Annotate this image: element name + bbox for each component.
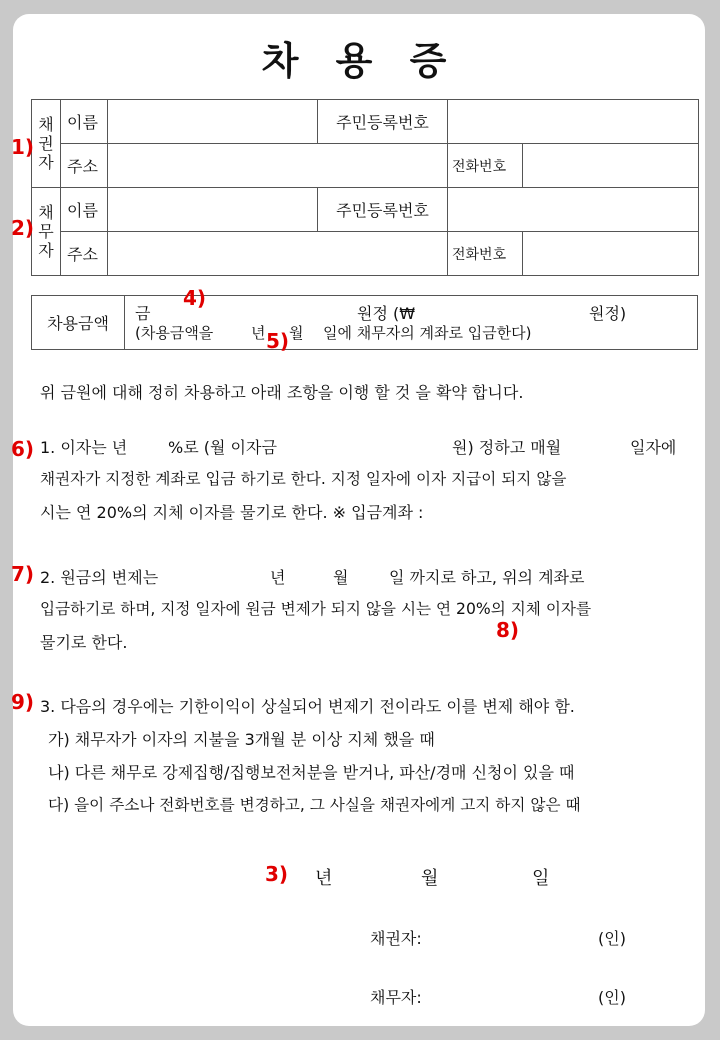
loan-deposit-prefix: (차용금액을: [135, 324, 214, 342]
creditor-seal[interactable]: (인): [598, 929, 626, 948]
clause1-part-d: 일자에: [630, 438, 677, 457]
creditor-name-field[interactable]: [108, 100, 318, 144]
debtor-address-field[interactable]: [108, 232, 448, 276]
clause1-part-a: 1. 이자는 년: [40, 438, 128, 457]
clause3-item-b: 나) 다른 채무로 강제집행/집행보전처분을 받거나, 파산/경매 신청이 있을 때: [48, 763, 575, 782]
clause2-month: 월: [333, 568, 349, 587]
debtor-phone-field[interactable]: [523, 232, 699, 276]
loan-amount-prefix: 금: [135, 304, 151, 323]
creditor-address-field[interactable]: [108, 144, 448, 188]
clause1-part-c: 원) 정하고 매월: [452, 438, 562, 457]
marker-9: 9): [11, 690, 35, 714]
marker-1: 1): [11, 135, 35, 159]
date-year: 년: [315, 868, 333, 889]
creditor-row-name: [32, 100, 699, 144]
party-info-table: [31, 99, 699, 276]
clause2-part-a: 2. 원금의 변제는: [40, 568, 159, 587]
clause1-part-b: %로 (월 이자금: [168, 438, 277, 457]
clause3-item-c: 다) 을이 주소나 전화번호를 변경하고, 그 사실을 채권자에게 고지 하지 않은 때: [48, 796, 581, 814]
creditor-id-field[interactable]: [448, 100, 699, 144]
document-title: 차 용 증: [261, 39, 459, 83]
loan-deposit-suffix: 일에 채무자의 계좌로 입금한다): [323, 324, 532, 342]
debtor-id-field[interactable]: [448, 188, 699, 232]
creditor-name-label: 이름: [61, 100, 108, 144]
marker-6: 6): [11, 437, 35, 461]
loan-deposit-year: 년: [251, 324, 266, 342]
clause2-year: 년: [270, 568, 286, 587]
debtor-seal[interactable]: (인): [598, 988, 626, 1007]
clause2-line3: 물기로 한다.: [40, 633, 128, 652]
debtor-row-address: [32, 232, 699, 276]
loan-amount-middle: 원정 (₩: [357, 304, 416, 323]
creditor-role-label: 채권자: [32, 100, 61, 188]
marker-5: 5): [266, 329, 290, 353]
marker-3: 3): [265, 862, 289, 886]
creditor-row-address: [32, 144, 699, 188]
creditor-phone-label: 전화번호: [448, 144, 523, 188]
clause3-heading: 3. 다음의 경우에는 기한이익이 상실되어 변제기 전이라도 이를 변제 해야 함.: [40, 697, 575, 716]
clause2-line2: 입금하기로 하며, 지정 일자에 원금 변제가 되지 않을 시는 연 20%의 지체 이자를: [40, 600, 592, 618]
creditor-id-label: 주민등록번호: [318, 100, 448, 144]
debtor-row-name: [32, 188, 699, 232]
debtor-role-label: 채무자: [32, 188, 61, 276]
loan-amount-suffix: 원정): [589, 304, 627, 323]
debtor-address-label: 주소: [61, 232, 108, 276]
marker-8: 8): [496, 618, 520, 642]
debtor-name-label: 이름: [61, 188, 108, 232]
date-day: 일: [532, 868, 550, 889]
clause3-item-a: 가) 채무자가 이자의 지불을 3개월 분 이상 지체 했을 때: [48, 730, 435, 749]
clause2-part-d: 일 까지로 하고, 위의 계좌로: [389, 568, 585, 587]
marker-2: 2): [11, 216, 35, 240]
debtor-name-field[interactable]: [108, 188, 318, 232]
loan-amount-label: 차용금액: [32, 296, 125, 350]
date-month: 월: [421, 868, 439, 889]
debtor-signature-label: 채무자:: [370, 988, 422, 1007]
creditor-address-label: 주소: [61, 144, 108, 188]
creditor-phone-field[interactable]: [523, 144, 699, 188]
intro-statement: 위 금원에 대해 정히 차용하고 아래 조항을 이행 할 것 을 확약 합니다.: [40, 383, 524, 402]
creditor-signature-label: 채권자:: [370, 929, 422, 948]
clause1-line2: 채권자가 지정한 계좌로 입금 하기로 한다. 지정 일자에 이자 지급이 되지 않을: [40, 470, 567, 488]
marker-4: 4): [183, 286, 207, 310]
clause1-line3: 시는 연 20%의 지체 이자를 물기로 한다. ※ 입금계좌 :: [40, 503, 424, 522]
loan-deposit-month: 월: [289, 324, 304, 342]
debtor-id-label: 주민등록번호: [318, 188, 448, 232]
debtor-phone-label: 전화번호: [448, 232, 523, 276]
marker-7: 7): [11, 562, 35, 586]
